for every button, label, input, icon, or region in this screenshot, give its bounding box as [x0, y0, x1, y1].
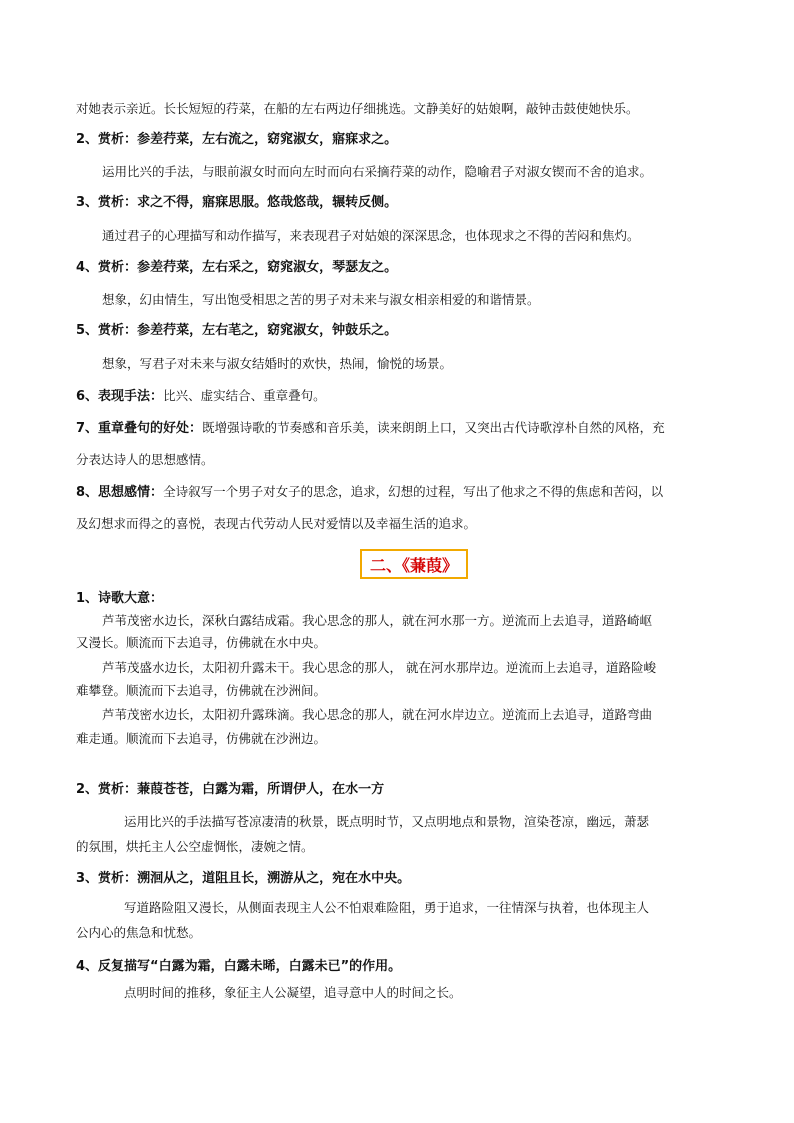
paragraph-text: 难攀登。顺流而下去追寻，仿佛就在沙洲间。	[76, 683, 327, 698]
paragraph-text: 的氛围，烘托主人公空虚惆怅，凄婉之情。	[76, 839, 314, 854]
item-number: 4、	[76, 959, 99, 974]
appreciation-body-3	[102, 226, 726, 246]
item-label: 重章叠句的好处：	[98, 421, 203, 436]
paragraph-continuation	[76, 99, 726, 119]
paragraph-text: 点明时间的推移，象征主人公凝望，追寻意中人的时间之长。	[124, 985, 462, 1000]
refrain-benefit-continuation	[76, 450, 726, 470]
appreciation-body-2	[102, 162, 726, 182]
item-label: 表现手法：	[98, 389, 164, 404]
item-text: 比兴、虚实结合、重章叠句。	[163, 388, 326, 403]
technique-heading	[76, 386, 726, 407]
paragraph-text: 写道路险阻又漫长，从侧面表现主人公不怕艰难险阻，勇于追求，一往情深与执着，也体现主人	[124, 900, 650, 915]
item-quote: 参差荇菜，左右芼之，窈窕淑女，钟鼓乐之。	[137, 323, 398, 338]
item-number: 2、	[76, 132, 99, 147]
item-number: 2、	[76, 782, 99, 797]
item-quote: 参差荇菜，左右采之，窈窕淑女，琴瑟友之。	[137, 260, 398, 275]
poem-meaning-heading	[76, 589, 726, 609]
item-number: 6、	[76, 389, 99, 404]
poem-meaning-line	[76, 681, 726, 701]
jianjia-appreciation-body-3	[124, 898, 726, 918]
poem-meaning-line	[102, 658, 726, 678]
item-label: 赏析：	[98, 323, 138, 338]
item-text: 全诗叙写一个男子对女子的思念，追求，幻想的过程，写出了他求之不得的焦虑和苦闷，以	[163, 484, 664, 499]
jianjia-repetition-heading	[76, 957, 726, 977]
paragraph-text: 通过君子的心理描写和动作描写，来表现君子对姑娘的深深思念，也体现求之不得的苦闷和焦灼。	[102, 228, 640, 243]
emotion-heading	[76, 482, 726, 503]
jianjia-appreciation-body-2	[124, 812, 726, 832]
paragraph-text: 公内心的焦急和忧愁。	[76, 925, 202, 940]
appreciation-heading-3	[76, 193, 726, 213]
item-label: 反复描写“白露为霜，白露未晞，白露未已”的作用。	[98, 959, 402, 974]
paragraph-text: 又漫长。顺流而下去追寻，仿佛就在水中央。	[76, 635, 327, 650]
section-title-jianjia	[360, 549, 468, 579]
item-number: 4、	[76, 260, 99, 275]
item-number: 3、	[76, 195, 99, 210]
item-label: 赏析：	[98, 195, 138, 210]
poem-meaning-line	[102, 705, 726, 725]
paragraph-text: 想象，幻由情生，写出饱受相思之苦的男子对未来与淑女相亲相爱的和谐情景。	[102, 292, 540, 307]
item-number: 1、	[76, 591, 99, 606]
appreciation-body-5	[102, 354, 726, 374]
item-text: 既增强诗歌的节奏感和音乐美，读来朗朗上口，又突出古代诗歌淳朴自然的风格，充	[202, 420, 665, 435]
refrain-benefit-heading	[76, 418, 726, 439]
emotion-continuation	[76, 514, 726, 534]
poem-meaning-line	[102, 611, 726, 631]
item-label: 赏析：	[98, 260, 138, 275]
paragraph-text: 芦苇茂密水边长，太阳初升露珠滴。我心思念的那人，就在河水岸边立。逆流而上去追寻，道路弯曲	[102, 707, 653, 722]
section-title-text: 二、《蒹葭》	[369, 555, 458, 575]
appreciation-body-4	[102, 290, 726, 310]
item-label: 诗歌大意：	[98, 591, 164, 606]
item-label: 思想感情：	[98, 485, 164, 500]
item-quote: 求之不得，寤寐思服。悠哉悠哉，辗转反侧。	[137, 195, 398, 210]
paragraph-text: 运用比兴的手法，与眼前淑女时而向左时而向右采摘荇菜的动作，隐喻君子对淑女锲而不舍的追求。	[102, 164, 653, 179]
item-quote: 参差荇菜，左右流之，窈窕淑女，寤寐求之。	[137, 132, 398, 147]
poem-meaning-line	[76, 729, 726, 749]
item-number: 3、	[76, 871, 99, 886]
appreciation-heading-5	[76, 321, 726, 341]
item-label: 赏析：	[98, 871, 138, 886]
appreciation-heading-2	[76, 130, 726, 150]
item-number: 7、	[76, 421, 99, 436]
jianjia-appreciation-heading-2	[76, 780, 726, 800]
paragraph-text: 芦苇茂密水边长，深秋白露结成霜。我心思念的那人，就在河水那一方。逆流而上去追寻，道路崎岖	[102, 613, 653, 628]
paragraph-text: 运用比兴的手法描写苍凉凄清的秋景，既点明时节，又点明地点和景物，渲染苍凉，幽远，萧瑟	[124, 814, 650, 829]
item-label: 赏析：	[98, 782, 138, 797]
paragraph-text: 及幻想求而得之的喜悦，表现古代劳动人民对爱情以及幸福生活的追求。	[76, 516, 477, 531]
item-number: 5、	[76, 323, 99, 338]
paragraph-text: 难走通。顺流而下去追寻，仿佛就在沙洲边。	[76, 731, 327, 746]
paragraph-text: 对她表示亲近。长长短短的荇菜，在船的左右两边仔细挑选。文静美好的姑娘啊，敲钟击鼓使她快乐。	[76, 101, 639, 116]
item-label: 赏析：	[98, 132, 138, 147]
item-quote: 溯洄从之，道阻且长，溯游从之，宛在水中央。	[137, 871, 411, 886]
jianjia-repetition-body	[124, 983, 726, 1003]
jianjia-appreciation-heading-3	[76, 869, 726, 889]
jianjia-appreciation-body-2	[76, 837, 726, 857]
item-quote: 蒹葭苍苍，白露为霜，所谓伊人，在水一方	[137, 782, 385, 797]
paragraph-text: 想象，写君子对未来与淑女结婚时的欢快，热闹，愉悦的场景。	[102, 356, 453, 371]
item-number: 8、	[76, 485, 99, 500]
paragraph-text: 芦苇茂盛水边长，太阳初升露未干。我心思念的那人， 就在河水那岸边。逆流而上去追寻，道路险峻	[102, 660, 656, 675]
poem-meaning-line	[76, 633, 726, 653]
paragraph-text: 分表达诗人的思想感情。	[76, 452, 214, 467]
jianjia-appreciation-body-3	[76, 923, 726, 943]
appreciation-heading-4	[76, 258, 726, 278]
